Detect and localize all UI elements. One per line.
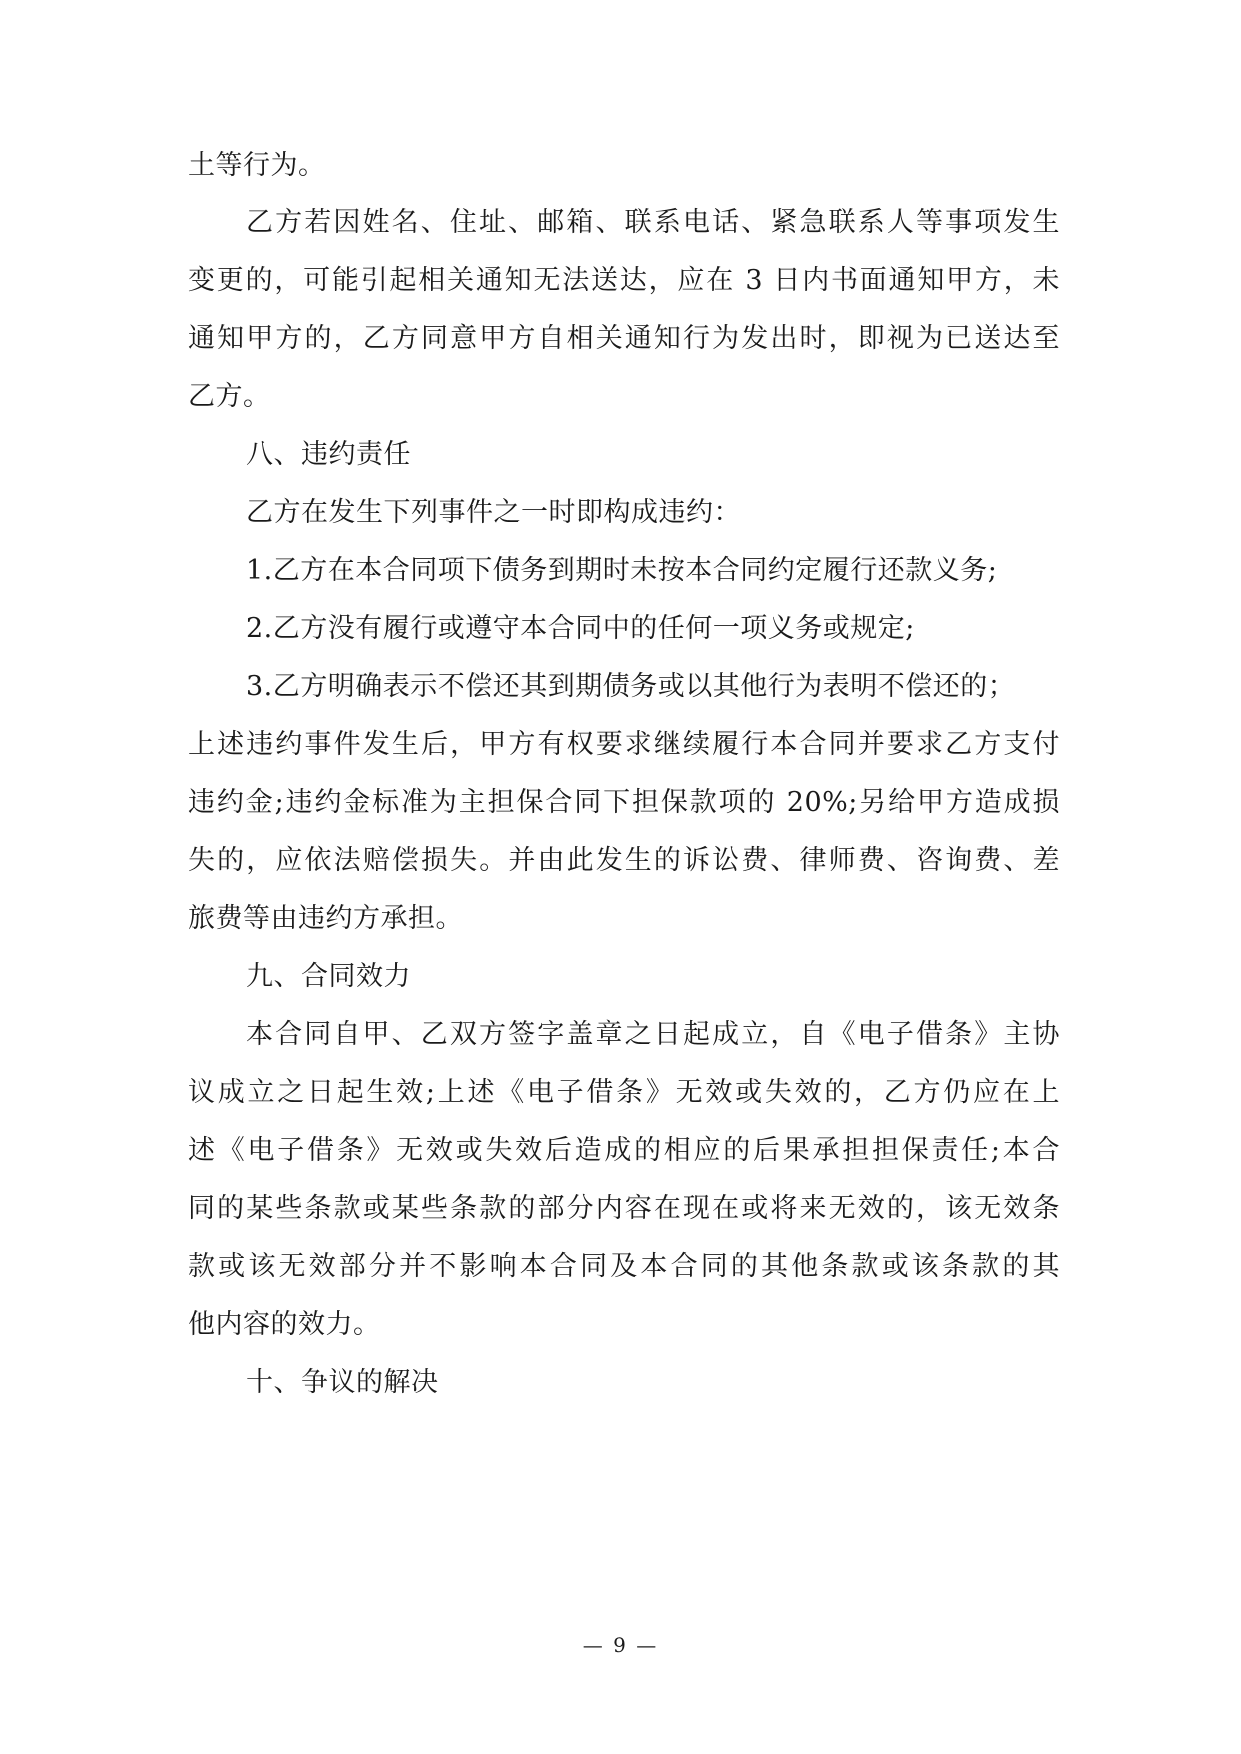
text-line: 通知甲方的，乙方同意甲方自相关通知行为发出时，即视为已送达至 xyxy=(188,323,1060,354)
text-line: 上述违约事件发生后，甲方有权要求继续履行本合同并要求乙方支付 xyxy=(188,729,1060,760)
text-line: 旅费等由违约方承担。 xyxy=(188,903,463,934)
text-line: 议成立之日起生效;上述《电子借条》无效或失效的，乙方仍应在上 xyxy=(188,1077,1060,1108)
text-line: 违约金;违约金标准为主担保合同下担保款项的 20%;另给甲方造成损 xyxy=(188,787,1060,818)
text-line: 土等行为。 xyxy=(188,150,326,181)
text-line: 变更的，可能引起相关通知无法送达，应在 3 日内书面通知甲方，未 xyxy=(188,265,1060,296)
section-heading: 十、争议的解决 xyxy=(246,1367,439,1398)
list-item: 2.乙方没有履行或遵守本合同中的任何一项义务或规定; xyxy=(246,613,915,644)
text-line: 他内容的效力。 xyxy=(188,1309,381,1340)
text-line: 述《电子借条》无效或失效后造成的相应的后果承担担保责任;本合 xyxy=(188,1135,1060,1166)
text-line: 款或该无效部分并不影响本合同及本合同的其他条款或该条款的其 xyxy=(188,1251,1060,1282)
section-heading: 九、合同效力 xyxy=(246,961,411,992)
text-line: 乙方。 xyxy=(188,381,271,412)
text-line: 同的某些条款或某些条款的部分内容在现在或将来无效的，该无效条 xyxy=(188,1193,1060,1224)
text-line: 乙方若因姓名、住址、邮箱、联系电话、紧急联系人等事项发生 xyxy=(246,207,1060,238)
list-item: 1.乙方在本合同项下债务到期时未按本合同约定履行还款义务; xyxy=(246,555,998,586)
section-heading: 八、违约责任 xyxy=(246,439,411,470)
text-line: 乙方在发生下列事件之一时即构成违约： xyxy=(246,497,741,528)
text-line: 失的，应依法赔偿损失。并由此发生的诉讼费、律师费、咨询费、差 xyxy=(188,845,1060,876)
list-item: 3.乙方明确表示不偿还其到期债务或以其他行为表明不偿还的； xyxy=(246,671,1016,702)
page-number: — 9 — xyxy=(582,1633,659,1657)
text-line: 本合同自甲、乙双方签字盖章之日起成立，自《电子借条》主协 xyxy=(246,1019,1060,1050)
